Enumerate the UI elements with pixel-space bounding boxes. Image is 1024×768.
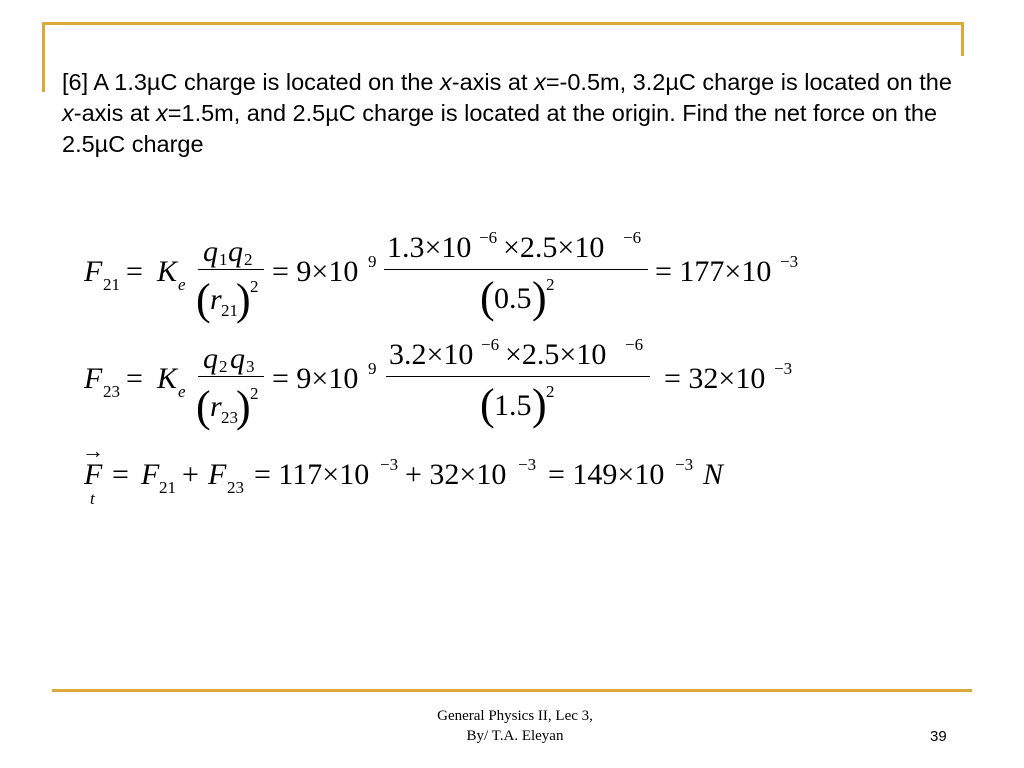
right-paren: ) (236, 275, 251, 324)
plus-sign: + (182, 458, 199, 491)
exponent: 2 (250, 384, 259, 403)
distance-subscript: 23 (221, 408, 238, 427)
frame-top-line (42, 22, 964, 25)
left-paren: ( (480, 380, 495, 429)
distance-subscript: 21 (221, 301, 238, 320)
variable-x: x (440, 69, 452, 95)
exponent: −6 (481, 335, 500, 354)
footer-line: By/ T.A. Eleyan (466, 728, 564, 744)
vector-arrow-icon: → (82, 438, 104, 463)
numerator-value: ×2.5×10 (503, 231, 605, 264)
force-subscript: 23 (103, 382, 120, 401)
problem-text: =1.5m, and 2.5µC charge is located at the origin. Find the net force on the 2.5µC charge (62, 100, 938, 157)
footer-line: General Physics II, Lec 3, (437, 708, 593, 724)
exponent: −6 (625, 335, 644, 354)
numerator-value: 3.2×10 (389, 338, 474, 371)
denominator-value: 1.5 (494, 389, 532, 422)
force-subscript: 23 (227, 478, 244, 497)
result-value: = 32×10 (664, 362, 766, 395)
left-paren: ( (196, 275, 211, 324)
footer-divider (52, 689, 972, 692)
left-paren: ( (480, 273, 495, 322)
fraction-bar (198, 376, 264, 377)
unit-newton: N (703, 458, 724, 491)
coulomb-constant-subscript: e (178, 275, 186, 294)
problem-statement (62, 67, 962, 160)
charge-subscript: 1 (219, 250, 228, 269)
fraction-bar (198, 269, 264, 270)
exponent: −3 (780, 252, 799, 271)
constant-value: = 9×10 (272, 255, 359, 288)
exponent: 2 (546, 382, 555, 401)
value-term: + 32×10 (405, 458, 507, 491)
numerator-value: 1.3×10 (387, 231, 472, 264)
problem-text: [6] A 1.3µC charge is located on the (62, 69, 441, 95)
equals-sign: = (126, 362, 143, 395)
exponent: 2 (546, 275, 555, 294)
variable-x: x (534, 69, 546, 95)
charge-q: q (203, 342, 218, 375)
force-symbol: F (84, 255, 103, 288)
numerator-value: ×2.5×10 (505, 338, 607, 371)
frame-right-line (961, 22, 964, 56)
fraction-bar (386, 376, 650, 377)
variable-x: x (156, 100, 168, 126)
exponent: −3 (774, 359, 793, 378)
charge-subscript: 3 (246, 357, 255, 376)
problem-text: -axis at (451, 69, 535, 95)
equals-sign: = (112, 458, 129, 491)
charge-q: q (228, 235, 243, 268)
coulomb-constant-subscript: e (178, 382, 186, 401)
coulomb-constant: K (157, 362, 178, 395)
force-subscript: 21 (103, 275, 120, 294)
right-paren: ) (532, 380, 547, 429)
right-paren: ) (236, 382, 251, 431)
coulomb-constant: K (157, 255, 178, 288)
problem-text: -axis at (73, 100, 157, 126)
frame-left-line (42, 22, 45, 92)
force-subscript: t (90, 489, 95, 508)
value-term: = 117×10 (254, 458, 370, 491)
exponent: −3 (675, 455, 694, 474)
footer-credit (380, 706, 650, 746)
page-number: 39 (930, 728, 947, 745)
exponent: −3 (518, 455, 537, 474)
charge-subscript: 2 (244, 250, 253, 269)
force-symbol: F (84, 458, 103, 491)
distance-r: r (210, 390, 222, 423)
equals-sign: = (126, 255, 143, 288)
force-symbol: F (141, 458, 160, 491)
exponent: −6 (479, 228, 498, 247)
exponent: 9 (368, 252, 377, 271)
force-symbol: F (208, 458, 227, 491)
force-symbol: F (84, 362, 103, 395)
constant-value: = 9×10 (272, 362, 359, 395)
exponent: −3 (380, 455, 399, 474)
denominator-value: 0.5 (494, 282, 532, 315)
right-paren: ) (532, 273, 547, 322)
left-paren: ( (196, 382, 211, 431)
distance-r: r (210, 283, 222, 316)
result-value: = 177×10 (655, 255, 772, 288)
problem-text: =-0.5m, 3.2µC charge is located on the (545, 69, 952, 95)
exponent: 2 (250, 277, 259, 296)
charge-q: q (230, 342, 245, 375)
fraction-bar (384, 269, 648, 270)
charge-q: q (203, 235, 218, 268)
force-subscript: 21 (159, 478, 176, 497)
exponent: 9 (368, 359, 377, 378)
value-term: = 149×10 (548, 458, 665, 491)
charge-subscript: 2 (219, 357, 228, 376)
exponent: −6 (623, 228, 642, 247)
variable-x: x (62, 100, 74, 126)
